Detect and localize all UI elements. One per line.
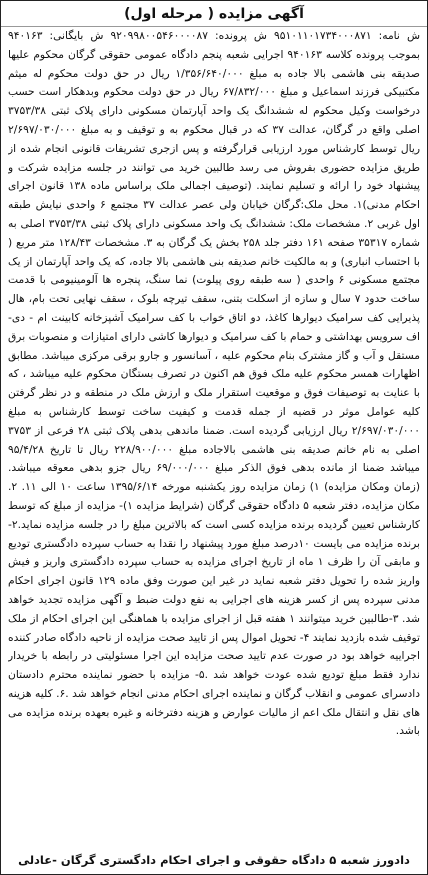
notice-body-text: ش نامه: ۹۵۱۰۱۱۰۱۷۳۴۰۰۰۸۷۱ ش پرونده: ۹۲۰۹۹۸۰۰۵۴۶۰۰۰۰۸۷ ش بایگانی: ۹۴۰۱۶۳ بموجب پرونده کلاسه ۹۴۰۱۶۳ اجرایی شعبه پنجم دادگاه عمومی حقوقی گرگان محکوم علیها صدیقه بنی هاشمی بالا جاده به مبلغ ۱/۳۵۶/۶۴۰/۰۰۰ ریال در حق دولت محکوم له میثم مکتبیکی فرزند اسماعیل و مبلغ ۶۷/۸۳۲/۰۰۰ ریال در حق دولت محکوم وبدهکار است حسب درخواست وکیل محکوم له ششدانگ یک واحد آپارتمان مسکونی دارای پلاک ثبتی ۳۷۵۳/۳۸ اصلی واقع در گرگان، عدالت ۳۷ که در قبال محکوم به و توقیف و به مبلغ ۲/۶۹۷/۰۳۰/۰۰۰ ریال توسط کارشناس مورد ارزیابی قرارگرفته و پس ازجری تشریفات قانونی انجام شده از طریق مزایده حضوری بفروش می رسد طالبین خرید می توانند در جلسه مزایده شرکت و پیشنهاد خود را ارائه و تسلیم نمایند. (توصیف اجمالی ملک براساس ماده ۱۳۸ قانون اجرای احکام مدنی)۱. محل ملک:گرگان خیابان ولی عصر عدالت ۳۷ مجتمع ۶ واحدی نیایش طبقه اول غربی ۲. مشخصات ملک: ششدانگ یک واحد مسکونی دارای پلاک ثبتی ۳۷۵۳/۳۸ اصلی به شماره ۳۵۳۱۷ صفحه ۱۶۱ دفتر جلد ۲۵۸ بخش یک گرگان به ۳. مشخصات ۱۲۸/۴۳ متر مربع ( با احتساب انباری) و به مالکیت خانم صدیقه بنی هاشمی بالا جاده، که یک واحد آپارتمان از یک مجتمع مسکونی ۶ واحدی ( سه طبقه روی پیلوت) نما سنگ، پنجره ها آلومینیومی با قدمت ساخت حدود ۷ سال و سازه از اسکلت بتنی، سقف تیرچه بلوک ، سقف نهایی تحت بام، هال پذیرایی کف سرامیک دیوارها کاغذ، دو اتاق خواب با کف سرامیک آشپزخانه کابینت ام - دی- اف سرویس بهداشتی و حمام با کف سرامیک و دیوارها کاشی دارای امتیازات و منصوبات برق مستقل و آب و گاز مشترک بنام محکوم علیه ، آسانسور و جارو برقی مرکزی میباشد. مطابق اظهارات همسر محکوم علیه ملک فوق هم اکنون در تصرف بستگان محکوم علیه میباشد ، که با عنایت به توصیفات فوق و موقعیت استقرار ملک و ارزش ملک در منطقه و در نظر گرفتن کلیه عوامل موثر در قضیه از جمله قدمت و کیفیت ساخت توسط کارشناس به مبلغ ۲/۶۹۷/۰۳۰/۰۰۰ ریال ارزیابی گردیده است. ضمنا ماندهی بدهی پلاک ثبتی ۲۸ فرعی از ۳۷۵۳ اصلی به نام خانم صدیقه بنی هاشمی بالاجاده مبلغ ۲۲۸/۹۰۰/۰۰۰ ریال تا تاریخ ۹۵/۴/۲۸ میباشد ضمنا از مانده بدهی فوق الذکر مبلغ ۶۹/۰۰۰/۰۰۰ ریال جزو بدهی معوقه میباشد. (زمان ومکان مزایده) ۱) زمان مزایده روز یکشنبه مورخه ۱۳۹۵/۶/۱۴ ساعت ۱۰ الی ۱۱. ۲. مکان مزایده، دفتر شعبه ۵ دادگاه حقوقی گرگان (شرایط مزایده ۱)- مزایده از مبلغ که توسط کارشناس تعیین گردیده برنده مزایده کسی است که بالاترین مبلغ را در جلسه مزایده نماید.۲-برنده مزایده می بایست ۱۰درصد مبلغ مورد پیشنهاد را نقدا به حساب سپرده دادگستری تودیع و مابقی آن را ظرف ۱ ماه از تاریخ اجرای مزایده به حساب سپرده دادگستری واریز و فیش واریز شده را تحویل دفتر شعبه نماید در غیر این صورت وفق ماده ۱۲۹ قانون اجرای احکام مدنی سپرده پس از کسر هزینه های اجرایی به نفع دولت ضبط و آگهی مزایده تجدید خواهد شد. ۳-طالبین خرید میتوانند ۱ هفته قبل از اجرای مزایده با هماهنگی این اجرای احکام از ملک توقیف شده بازدید نمایند ۴- تحویل اموال پس از تایید صحت مزایده از ناحیه دادگاه صادر کننده اجراییه خواهد بود در صورت عدم تایید صحت مزایده این اجرا مسئولیتی در رابطه با خریدار ندارد فقط مبلغ تودیع شده عودت خواهد شد .۵- مزایده با حضور نماینده محترم دادستان دادسرای عمومی و انقلاب گرگان و نماینده اجرای احکام مدنی انجام خواهد شد .۶. کلیه هزینه های نقل و انتقال ملک اعم از مالیات عوارض و هزینه دفترخانه و غیره بعهده برنده مزایده می باشد. bbox=[8, 29, 420, 738]
notice-title: آگهی مزایده ( مرحله اول) bbox=[1, 1, 427, 27]
notice-signature: دادورز شعبه ۵ دادگاه حقوقی و اجرای احکام دادگستری گرگان -عادلی bbox=[18, 853, 410, 867]
